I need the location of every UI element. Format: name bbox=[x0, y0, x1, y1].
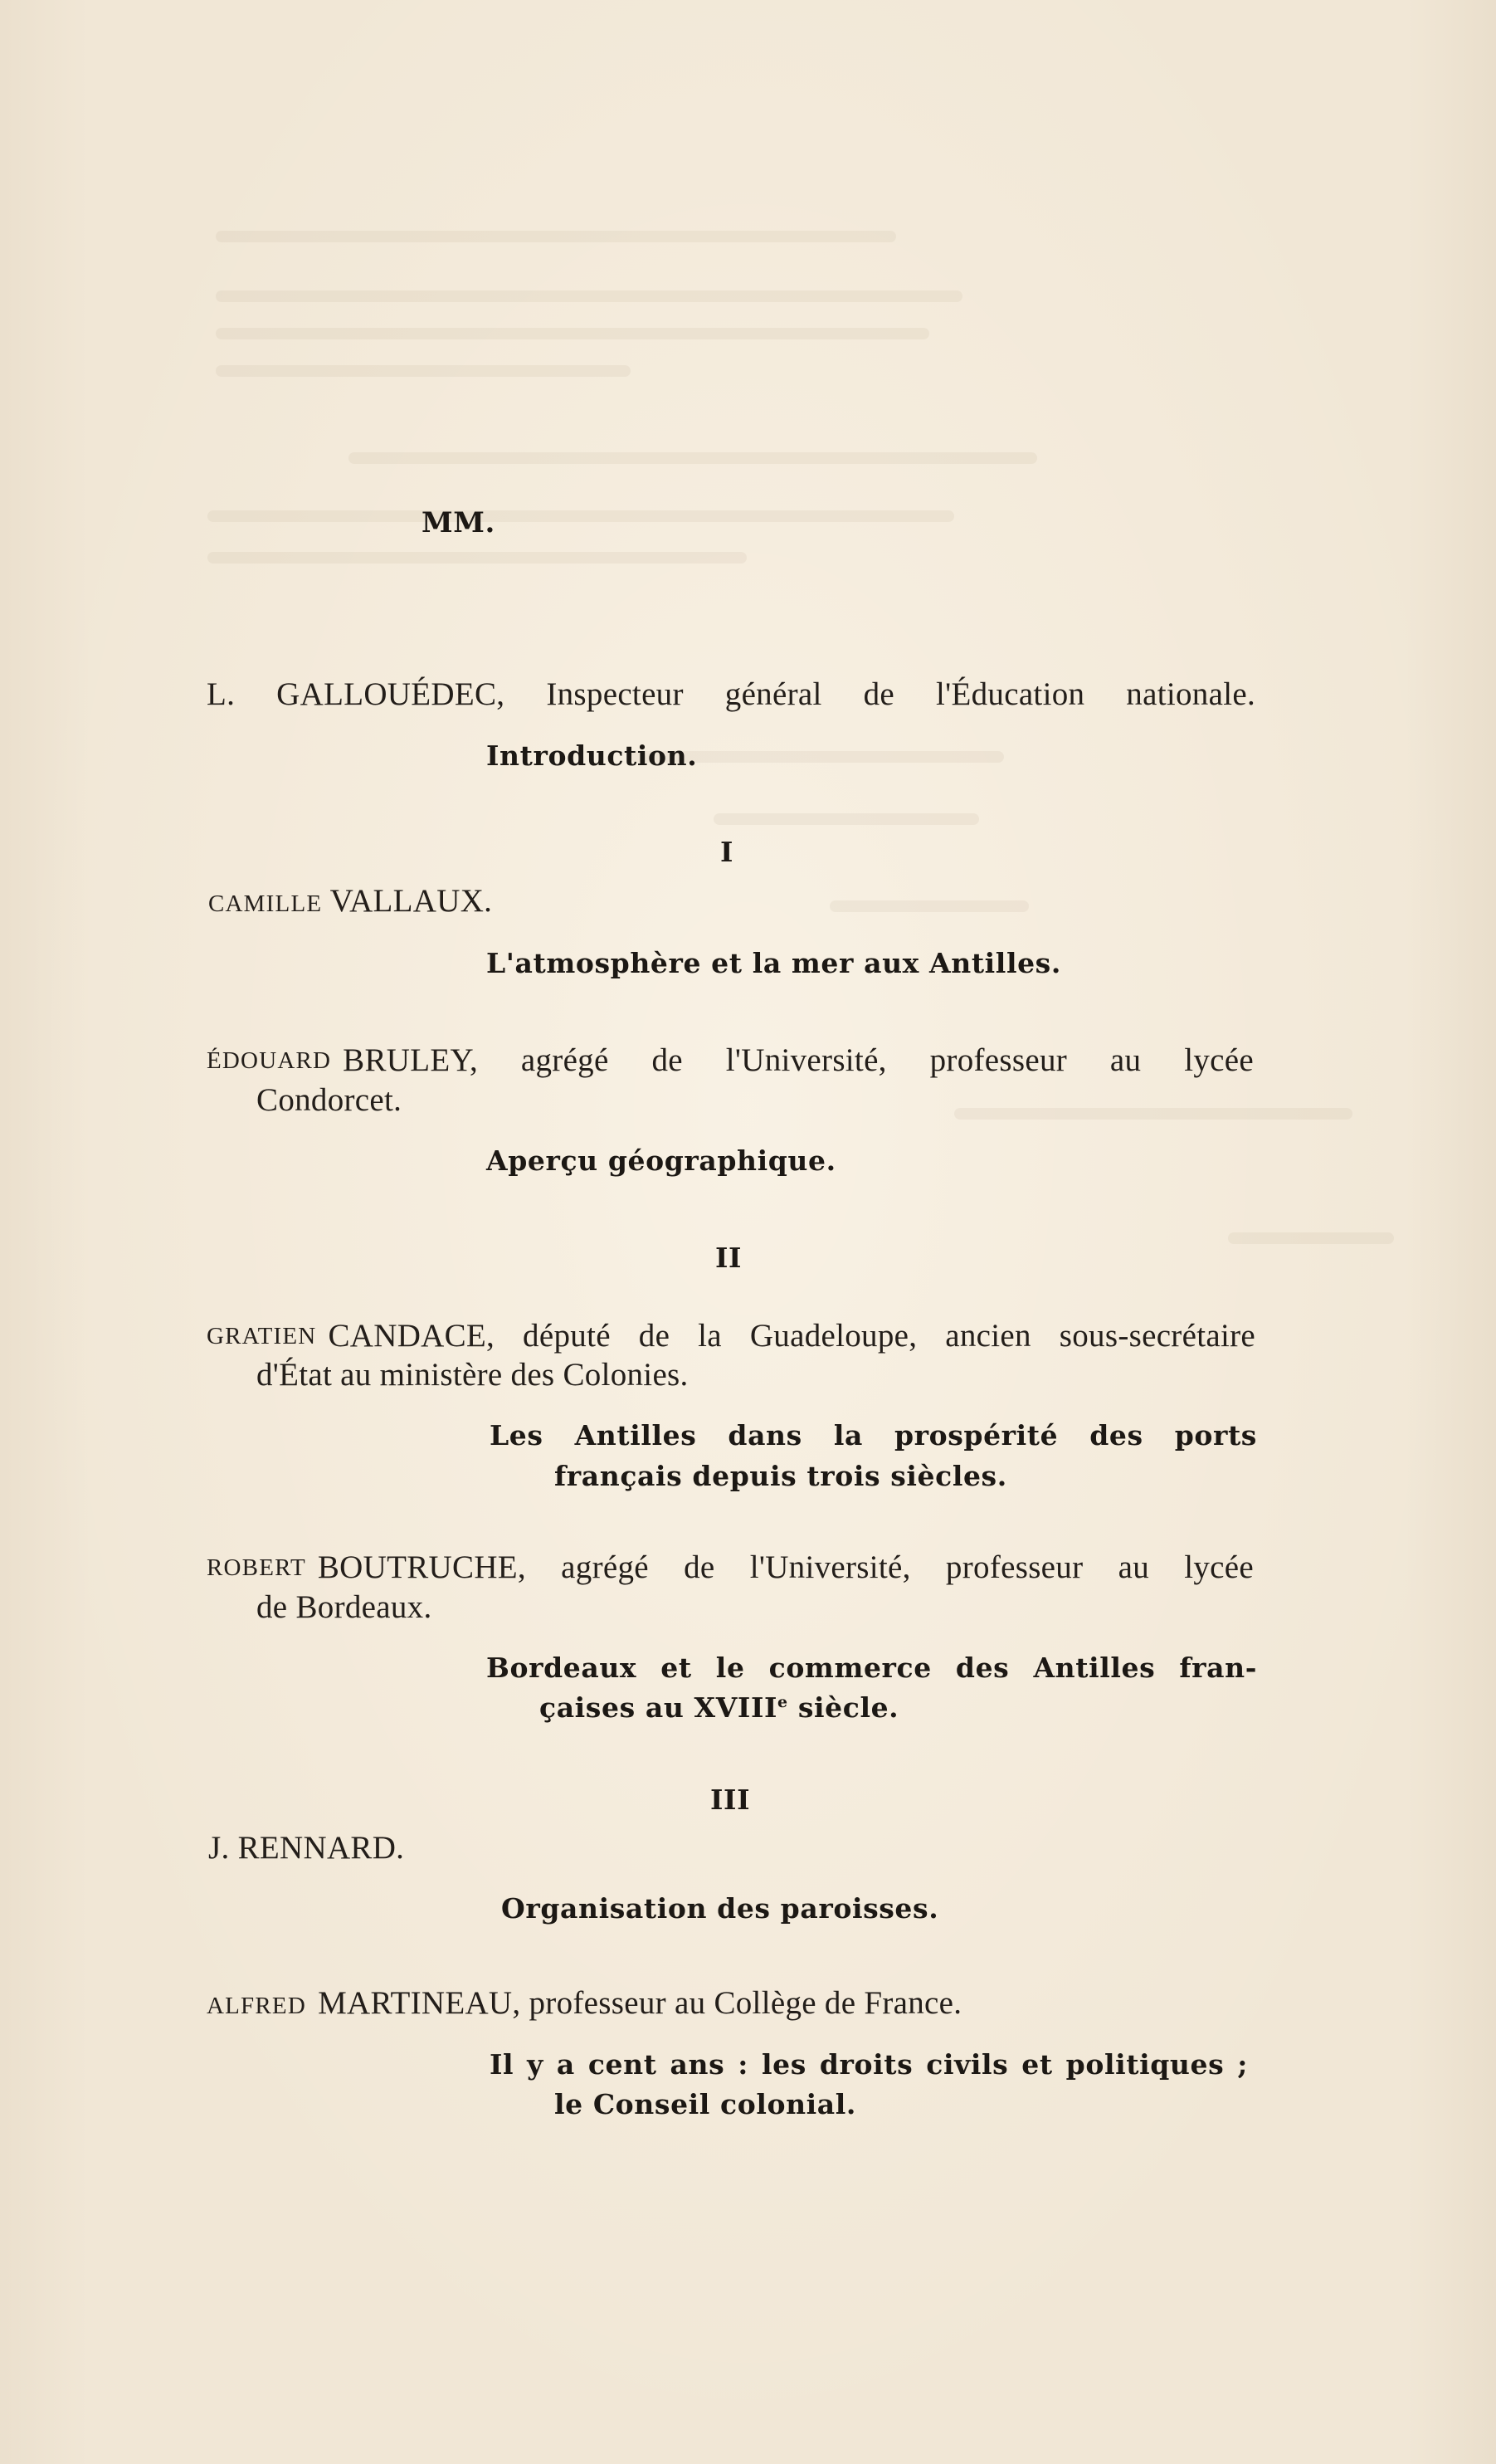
title-candace-line1 bbox=[490, 1416, 1257, 1456]
section-one: I bbox=[720, 836, 734, 868]
author-gallouedec-text: L. GALLOUÉDEC, Inspecteur général de l'Éducation nationale. bbox=[207, 676, 1255, 712]
title-boutruche-line2 bbox=[539, 1688, 899, 1728]
title-boutruche-line2-sup: e bbox=[777, 1693, 788, 1711]
title-martineau-line2: le Conseil colonial. bbox=[554, 2088, 857, 2120]
author-boutruche-line2: de Bordeaux. bbox=[256, 1589, 432, 1625]
author-boutruche bbox=[207, 1548, 1254, 1588]
title-rennard: Organisation des paroisses. bbox=[501, 1892, 939, 1925]
show-through-mark bbox=[1228, 1232, 1394, 1244]
title-boutruche-line1-text: Bordeaux et le commerce des Antilles fran- bbox=[486, 1652, 1257, 1684]
show-through-mark bbox=[216, 290, 962, 302]
show-through-mark bbox=[207, 510, 954, 522]
title-martineau-line1-text: Il y a cent ans : les droits civils et politiques ; bbox=[490, 2048, 1248, 2081]
title-boutruche-line2-post: siècle. bbox=[787, 1691, 899, 1724]
author-boutruche-first: ROBERT bbox=[207, 1554, 306, 1581]
title-boutruche-line2-pre: çaises au XVIII bbox=[539, 1691, 778, 1724]
author-martineau-first: ALFRED bbox=[207, 1993, 306, 2019]
section-three: III bbox=[710, 1783, 751, 1816]
section-two: II bbox=[715, 1242, 743, 1274]
title-introduction: Introduction. bbox=[486, 739, 698, 772]
author-candace-first: GRATIEN bbox=[207, 1323, 317, 1349]
author-martineau-rest: MARTINEAU, professeur au Collège de France. bbox=[318, 1985, 962, 2021]
author-rennard: J. RENNARD. bbox=[208, 1830, 405, 1866]
author-bruley-first: ÉDOUARD bbox=[207, 1047, 332, 1074]
author-candace-rest: CANDACE, député de la Guadeloupe, ancien sous-secrétaire bbox=[328, 1318, 1255, 1354]
title-vallaux: L'atmosphère et la mer aux Antilles. bbox=[486, 947, 1061, 979]
author-candace bbox=[207, 1316, 1255, 1356]
author-bruley-rest: BRULEY, agrégé de l'Université, professeur au lycée bbox=[343, 1042, 1254, 1078]
author-boutruche-rest: BOUTRUCHE, agrégé de l'Université, professeur au lycée bbox=[317, 1549, 1254, 1585]
show-through-mark bbox=[207, 552, 747, 564]
author-vallaux-first: CAMILLE bbox=[208, 890, 323, 917]
title-candace-line2: français depuis trois siècles. bbox=[554, 1460, 1007, 1492]
author-candace-line2: d'État au ministère des Colonies. bbox=[256, 1357, 689, 1393]
show-through-mark bbox=[714, 813, 979, 825]
show-through-mark bbox=[348, 452, 1037, 464]
show-through-mark bbox=[216, 231, 896, 242]
show-through-mark bbox=[216, 365, 631, 377]
show-through-mark bbox=[830, 900, 1029, 912]
author-martineau bbox=[207, 1983, 962, 2026]
author-bruley-line2: Condorcet. bbox=[256, 1082, 402, 1118]
title-martineau-line1 bbox=[490, 2045, 1248, 2085]
author-gallouedec bbox=[207, 675, 1255, 715]
author-vallaux bbox=[208, 881, 492, 924]
title-candace-line1-text: Les Antilles dans la prospérité des ports bbox=[490, 1419, 1257, 1452]
author-vallaux-last: VALLAUX. bbox=[329, 883, 493, 919]
show-through-mark bbox=[216, 328, 929, 339]
title-boutruche-line1 bbox=[486, 1648, 1257, 1688]
header-mm: MM. bbox=[422, 506, 495, 539]
author-bruley bbox=[207, 1041, 1254, 1081]
title-bruley: Aperçu géographique. bbox=[486, 1144, 836, 1177]
show-through-mark bbox=[954, 1108, 1352, 1120]
